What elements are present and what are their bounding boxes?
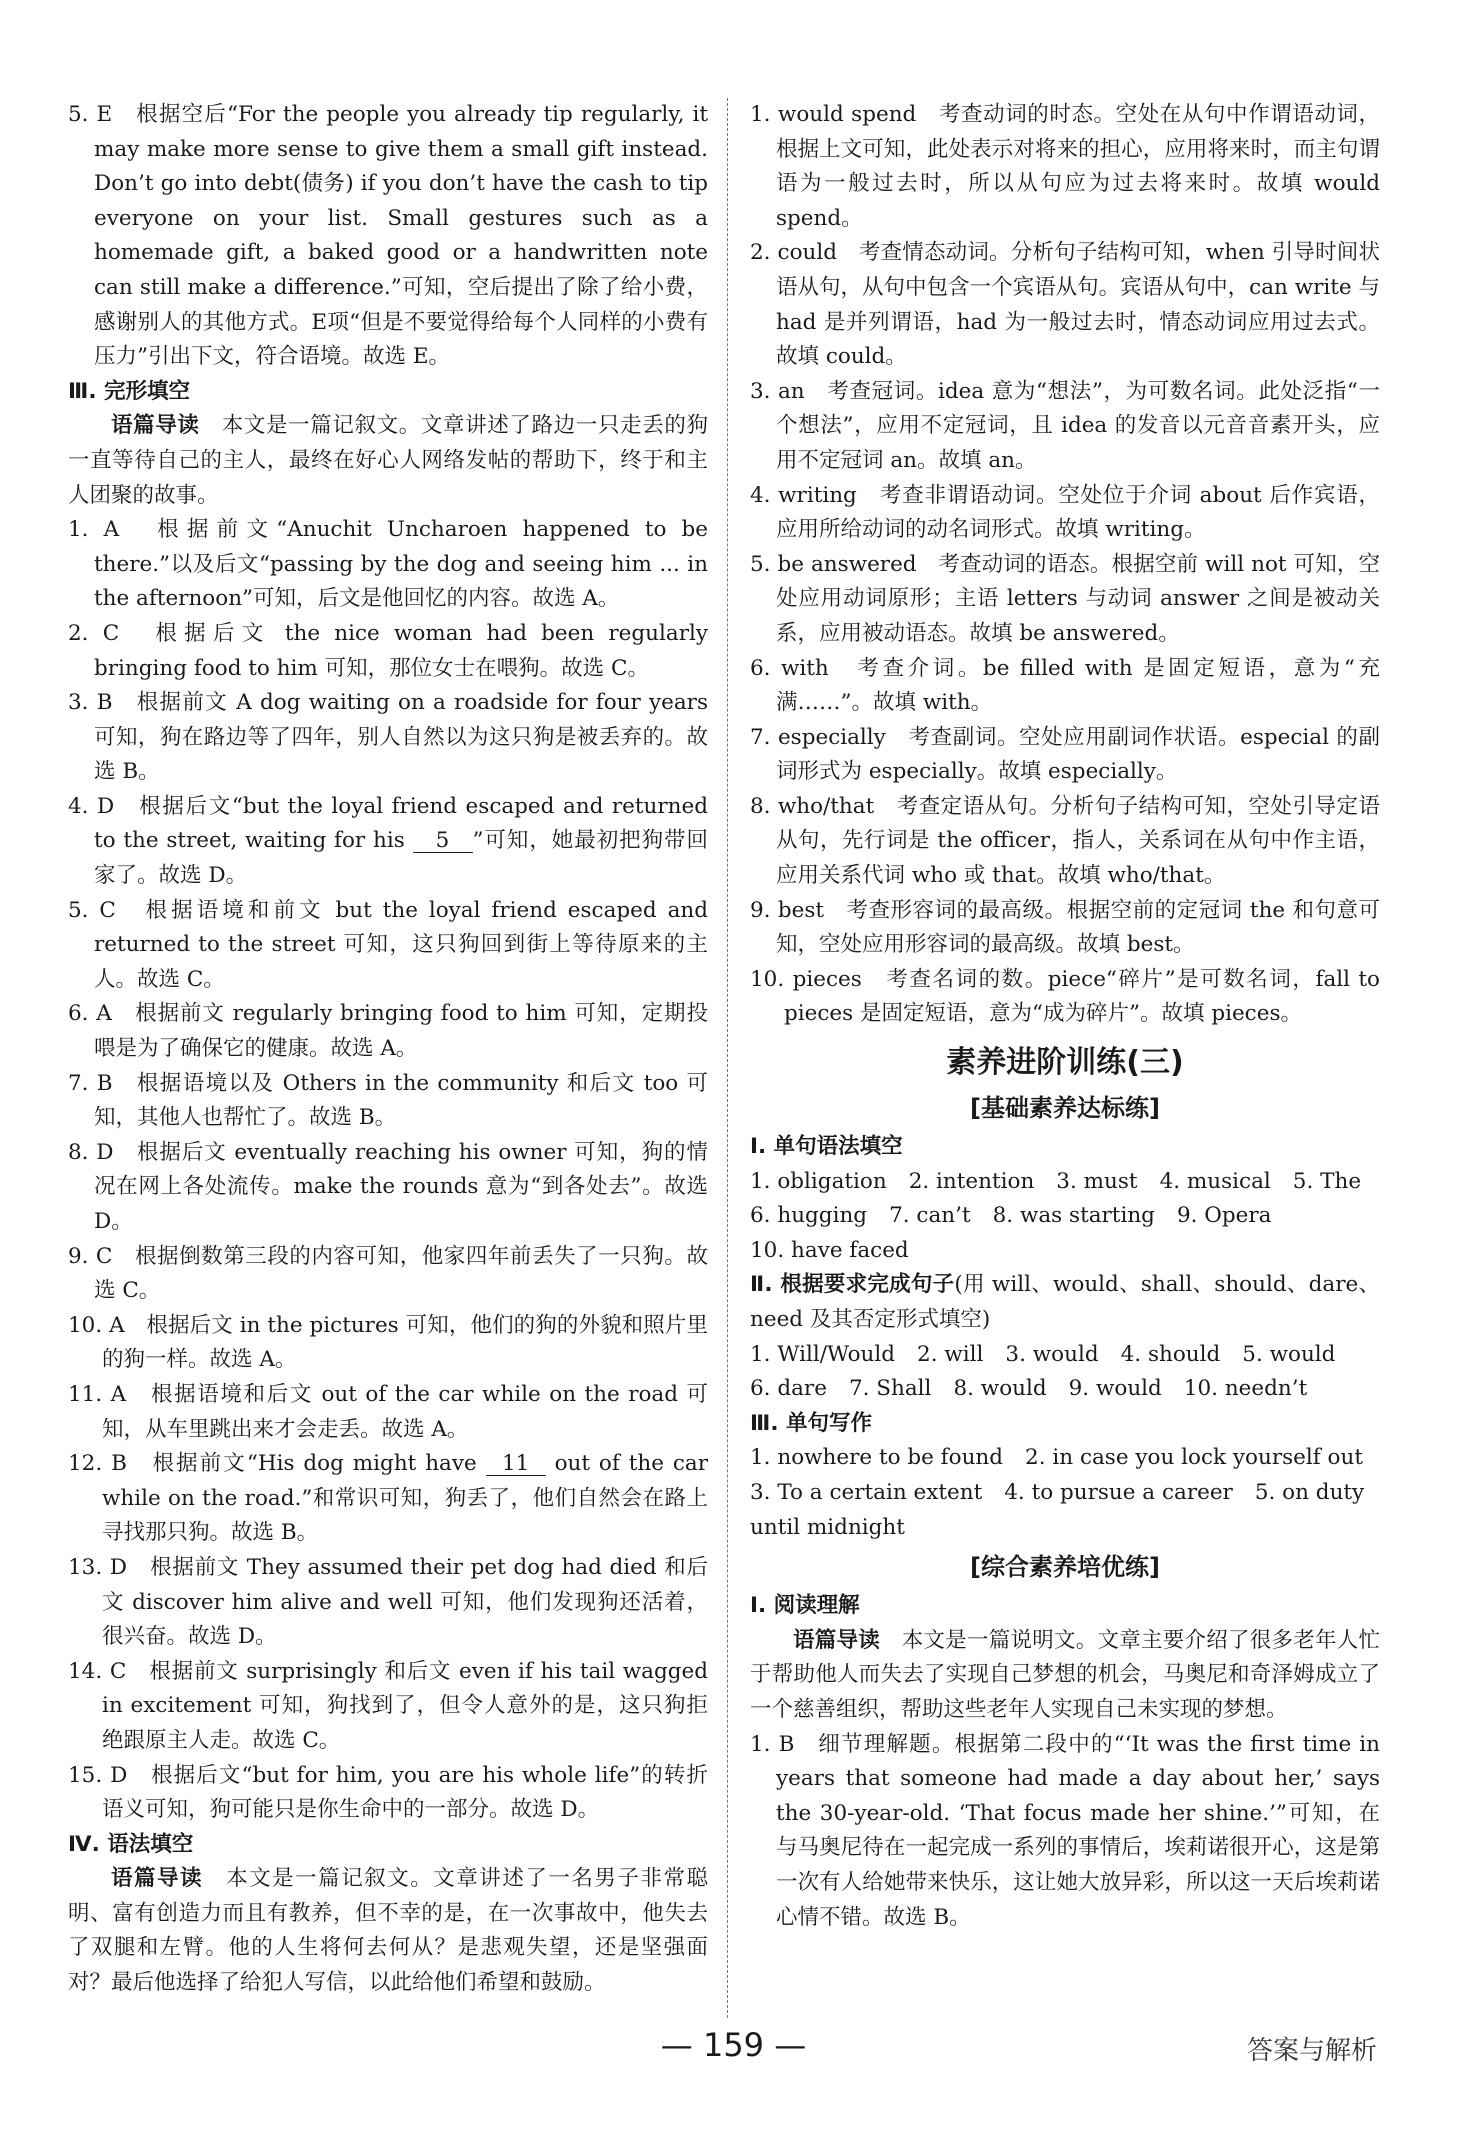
answer-item: 15. D 根据后文“but for him, you are his whole life”的转折语义可知，狗可能只是你生命中的一部分。故选 D。 [68, 1762, 708, 1823]
footer-label: 答案与解析 [1246, 2036, 1377, 2066]
answer-item: 1. A 根据前文“Anuchit Uncharoen happened to be there.”以及后文“passing by the dog and seeing him ... in the afternoon”可知，后文是他回忆的内容。故选 A。 [68, 517, 708, 612]
answer-item: 1. B 细节理解题。根据第二段中的“‘It was the first time in years that someone had made a day about her,’ says the 30-year-old. ‘That focus made her shine.’”可知，在与马奥尼待在一起完成一系列的事情后，埃莉诺很开心，这是第一次有人给她带来快乐，这让她大放异彩，所以这一天后埃莉诺心情不错。故选 B。 [750, 1731, 1380, 1930]
answer-row [750, 1165, 1380, 1200]
answer-row [750, 1234, 1380, 1269]
reading-guide-label: 语篇导读 [111, 413, 200, 439]
column-divider [727, 98, 728, 2018]
section-title-grammar: Ⅳ. 语法填空 [68, 1831, 194, 1857]
answer-item: 10. A 根据后文 in the pictures 可知，他们的狗的外貌和照片里的狗一样。故选 A。 [68, 1312, 708, 1373]
answer-item: 3. B 根据前文 A dog waiting on a roadside for four years 可知，狗在路边等了四年，别人自然以为这只狗是被丢弃的。故选 B。 [68, 690, 708, 785]
answer-text: ”可知，她最初把狗带回家了。故选 D。 [94, 828, 708, 889]
answer: 2. intention [908, 1168, 1035, 1194]
answer-continuation: until midnight [750, 1514, 905, 1540]
answer-item: 5. E 根据空后“For the people you already tip regularly, it may make more sense to give them a small gift instead. Don’t go into debt(债务) if you don’t have the cash to tip everyone on your list. Small gestures such as a homemade gift, a baked good or a handwritten note can still make a difference.”可知，空后提出了除了给小费，感谢别人的其他方式。E项“但是不要觉得给每个人同样的小费有压力”引出下文，符合语境。故选 E。 [68, 102, 708, 370]
answer-row [750, 1372, 1380, 1407]
reading-guide-label: 语篇导读 [793, 1627, 880, 1653]
answer: 8. was starting [992, 1203, 1155, 1229]
section-title-reading: Ⅰ. 阅读理解 [750, 1593, 860, 1619]
answer-row [750, 1441, 1380, 1476]
answer: 3. must [1056, 1168, 1138, 1194]
answer-item: 10. pieces 考查名词的数。piece“碎片”是可数名词，fall to pieces 是固定短语，意为“成为碎片”。故填 pieces。 [750, 966, 1380, 1027]
answer-item: 11. A 根据语境和后文 out of the car while on the road 可知，从车里跳出来才会走丢。故选 A。 [68, 1381, 708, 1442]
answer-item: 2. C 根据后文 the nice woman had been regularly bringing food to him 可知，那位女士在喂狗。故选 C。 [68, 620, 708, 681]
blank-number: 11 [486, 1453, 546, 1476]
basic-practice-title: [基础素养达标练] [970, 1094, 1160, 1123]
reading-guide [68, 1862, 708, 2000]
answer: 9. Opera [1176, 1203, 1272, 1229]
answer-item: 8. who/that 考查定语从句。分析句子结构可知，空处引导定语从句，先行词是 the officer，指人，关系词在从句中作主语，应用关系代词 who 或 that。故填 who/that。 [750, 793, 1380, 889]
answer-item: 14. C 根据前文 surprisingly 和后文 even if his tail wagged in excitement 可知，狗找到了，但令人意外的是，这只狗拒绝跟原主人走。故选 C。 [68, 1658, 708, 1753]
answer: 1. obligation [750, 1168, 887, 1194]
answer: 4. musical [1159, 1168, 1271, 1194]
answer: 1. nowhere to be found [750, 1445, 1004, 1471]
answer: 3. To a certain extent [750, 1479, 983, 1505]
answer-item: 9. C 根据倒数第三段的内容可知，他家四年前丢失了一只狗。故选 C。 [68, 1243, 708, 1304]
answer-row [750, 1199, 1380, 1234]
answer-item: 2. could 考查情态动词。分析句子结构可知，when 引导时间状语从句，从句中包含一个宾语从句。宾语从句中，can write 与 had 是并列谓语，had 为一般过去时，情态动词应用过去式。故填 could。 [750, 240, 1380, 370]
answer-item: 7. especially 考查副词。空处应用副词作状语。especial 的副词形式为 especially。故填 especially。 [750, 724, 1380, 785]
answer: 7. Shall [848, 1376, 932, 1402]
answer-row [750, 1476, 1380, 1511]
answer: 9. would [1068, 1376, 1162, 1402]
answer-text: 12. B 根据前文“His dog might have [68, 1451, 486, 1477]
answer-item: 7. B 根据语境以及 Others in the community 和后文 too 可知，其他人也帮忙了。故选 B。 [68, 1070, 708, 1131]
left-column [68, 98, 708, 2001]
section-note: (用 will、would、shall、should、dare、need 及其否定形式填空) [750, 1272, 1380, 1332]
answer-item: 6. A 根据前文 regularly bringing food to him 可知，定期投喂是为了确保它的健康。故选 A。 [68, 1001, 708, 1062]
page-number: — 159 — [660, 2026, 807, 2064]
answer-text: 4. D 根据后文“but the loyal friend escaped and returned to the street, waiting for his [68, 793, 708, 854]
section-title-writing: Ⅲ. 单句写作 [750, 1410, 872, 1436]
answer: 4. to pursue a career [1004, 1479, 1233, 1505]
answer: 10. have faced [750, 1237, 909, 1263]
section-title: Ⅱ. 根据要求完成句子 [750, 1272, 955, 1298]
blank-number: 5 [413, 830, 473, 853]
answer-item [68, 790, 708, 894]
answer-item: 3. an 考查冠词。idea 意为“想法”，为可数名词。此处泛指“一个想法”，应用不定冠词，且 idea 的发音以元音音素开头，应用不定冠词 an。故填 an。 [750, 378, 1380, 473]
answer-item: 9. best 考查形容词的最高级。根据空前的定冠词 the 和句意可知，空处应用形容词的最高级。故填 best。 [750, 897, 1380, 958]
answer-item: 4. writing 考查非谓语动词。空处位于介词 about 后作宾语，应用所给动词的动名词形式。故填 writing。 [750, 482, 1380, 543]
answer-item: 8. D 根据后文 eventually reaching his owner 可知，狗的情况在网上各处流传。make the rounds 意为“到各处去”。故选 D。 [68, 1139, 708, 1234]
answer: 7. can’t [889, 1203, 971, 1229]
practice-title: 素养进阶训练(三) [946, 1045, 1184, 1081]
answer: 10. needn’t [1183, 1376, 1308, 1402]
answer: 2. in case you lock yourself out [1025, 1445, 1363, 1471]
answer: 8. would [953, 1376, 1047, 1402]
answer: 5. The [1292, 1168, 1362, 1194]
answer-row [750, 1338, 1380, 1373]
answer: 5. on duty [1254, 1479, 1365, 1505]
answer-item: 5. be answered 考查动词的语态。根据空前 will not 可知，空处应用动词原形；主语 letters 与动词 answer 之间是被动关系，应用被动语态。故填 be answered。 [750, 551, 1380, 646]
right-column [750, 98, 1380, 1935]
reading-guide-text: 本文是一篇说明文。文章主要介绍了很多老年人忙于帮助他人而失去了实现自己梦想的机会，马奥尼和奇泽姆成立了一个慈善组织，帮助这些老年人实现自己未实现的梦想。 [750, 1627, 1380, 1722]
answer-item: 5. C 根据语境和前文 but the loyal friend escaped and returned to the street 可知，这只狗回到街上等待原来的主人。故选 C。 [68, 897, 708, 992]
comprehensive-practice-title: [综合素养培优练] [970, 1553, 1160, 1582]
section-title-cloze: Ⅲ. 完形填空 [68, 378, 190, 404]
reading-guide-label: 语篇导读 [111, 1866, 204, 1892]
answer: 3. would [1005, 1341, 1099, 1367]
answer: 1. Will/Would [750, 1341, 896, 1367]
answer-text: out of the car while on the road.”和常识可知，狗丢了，他们自然会在路上寻找那只狗。故选 B。 [102, 1451, 708, 1546]
answer: 4. should [1120, 1341, 1221, 1367]
reading-guide-text: 本文是一篇记叙文。文章讲述了一名男子非常聪明、富有创造力而且有教养，但不幸的是，在一次事故中，他失去了双腿和左臂。他的人生将何去何从？是悲观失望，还是坚强面对？最后他选择了给犯人写信，以此给他们希望和鼓励。 [68, 1866, 708, 1996]
answer: 5. would [1242, 1341, 1336, 1367]
answer-item [68, 1447, 708, 1551]
answer: 6. hugging [750, 1203, 868, 1229]
answer: 6. dare [750, 1376, 827, 1402]
answer-item: 13. D 根据前文 They assumed their pet dog had died 和后文 discover him alive and well 可知，他们发现狗还活着，很兴奋。故选 D。 [68, 1554, 708, 1650]
answer-item: 1. would spend 考查动词的时态。空处在从句中作谓语动词，根据上文可知，此处表示对将来的担心，应用将来时，而主句谓语为一般过去时，所以从句应为过去将来时。故填 would spend。 [750, 102, 1380, 231]
reading-guide [750, 1624, 1380, 1728]
reading-guide-text: 本文是一篇记叙文。文章讲述了路边一只走丢的狗一直等待自己的主人，最终在好心人网络发帖的帮助下，终于和主人团聚的故事。 [68, 413, 708, 508]
reading-guide [68, 409, 708, 513]
answer-item: 6. with 考查介词。be filled with 是固定短语，意为“充满……”。故填 with。 [750, 655, 1380, 716]
section-title-complete-sentences [750, 1268, 1380, 1337]
answer: 2. will [917, 1341, 984, 1367]
section-title-single-grammar: Ⅰ. 单句语法填空 [750, 1134, 903, 1160]
